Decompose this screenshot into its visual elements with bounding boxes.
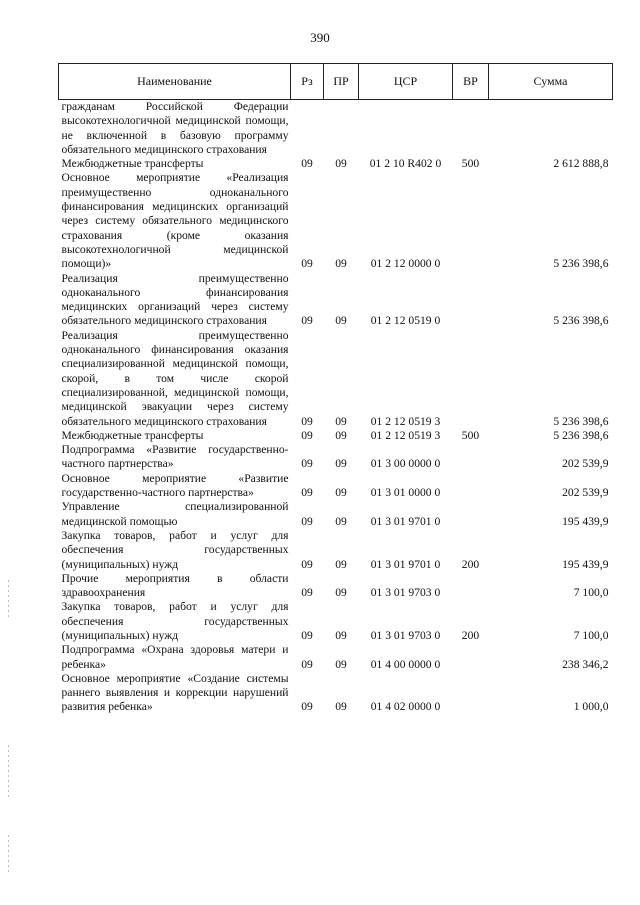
- cell-rz: 09: [301, 700, 313, 714]
- cell-sum: 2 612 888,8: [553, 157, 609, 171]
- cell-pr: 09: [335, 486, 347, 500]
- cell-name: гражданам Российской Федерации высокотехнологичной медицинской помощи, не включенной в базовую программу обязательного медицинского страхования: [61, 100, 289, 156]
- cell-rz: 09: [301, 314, 313, 328]
- cell-sum: 195 439,9: [562, 514, 609, 528]
- cell-csr: 01 4 02 0000 0: [370, 700, 441, 714]
- cell-csr: 01 2 10 R402 0: [369, 157, 442, 171]
- cell-vr: [453, 500, 489, 529]
- table-row: [59, 500, 613, 529]
- header-pr: ПР: [324, 64, 359, 100]
- cell-vr: 500: [461, 428, 480, 442]
- header-rz: Рз: [291, 64, 324, 100]
- cell-rz: 09: [301, 557, 313, 571]
- cell-pr: [324, 100, 359, 158]
- cell-vr: [453, 643, 489, 672]
- cell-pr: 09: [335, 557, 347, 571]
- cell-pr: 09: [335, 428, 347, 442]
- cell-name: Подпрограмма «Развитие государственно-частного партнерства»: [61, 443, 289, 471]
- cell-sum: 5 236 398,6: [553, 257, 609, 271]
- cell-csr: 01 2 12 0519 0: [370, 314, 441, 328]
- cell-vr: 200: [461, 628, 480, 642]
- cell-csr: 01 3 01 9703 0: [370, 628, 441, 642]
- cell-name: Межбюджетные трансферты: [61, 428, 204, 442]
- cell-name: Управление специализированной медицинской помощью: [61, 500, 289, 528]
- cell-name: Основное мероприятие «Реализация преимущественно одноканального финансирования медицинских организаций через систему обязательного медицинского страхования (кроме оказания высокотехнологичной медицинской помощи)»: [61, 171, 289, 271]
- cell-name: Подпрограмма «Охрана здоровья матери и ребенка»: [61, 643, 289, 671]
- scan-artifact: [8, 580, 9, 620]
- cell-pr: 09: [335, 700, 347, 714]
- cell-sum: 7 100,0: [573, 586, 609, 600]
- cell-name: Межбюджетные трансферты: [61, 157, 204, 171]
- table-row: [59, 529, 613, 572]
- cell-vr: 500: [461, 157, 480, 171]
- cell-vr: [453, 443, 489, 472]
- table-row: [59, 100, 613, 158]
- cell-sum: 5 236 398,6: [553, 428, 609, 442]
- scan-artifact: [8, 835, 9, 875]
- cell-rz: 09: [301, 457, 313, 471]
- header-csr: ЦСР: [359, 64, 453, 100]
- table-row: [59, 572, 613, 601]
- table-row: [59, 157, 613, 171]
- cell-csr: 01 2 12 0000 0: [370, 257, 441, 271]
- cell-sum: 1 000,0: [573, 700, 609, 714]
- cell-vr: [453, 572, 489, 601]
- cell-name: Закупка товаров, работ и услуг для обеспечения государственных (муниципальных) нужд: [61, 528, 289, 571]
- cell-sum: [489, 100, 613, 158]
- cell-rz: 09: [301, 628, 313, 642]
- cell-pr: 09: [335, 157, 347, 171]
- table-header: [59, 64, 613, 100]
- table-row: [59, 272, 613, 329]
- cell-pr: 09: [335, 514, 347, 528]
- table-row: [59, 429, 613, 443]
- page-number: 390: [310, 30, 330, 45]
- table-row: [59, 472, 613, 501]
- cell-sum: 202 539,9: [562, 486, 609, 500]
- cell-rz: 09: [301, 657, 313, 671]
- cell-csr: 01 2 12 0519 3: [370, 414, 441, 428]
- cell-rz: 09: [301, 157, 313, 171]
- table-body: [59, 100, 613, 715]
- cell-csr: 01 3 01 0000 0: [370, 486, 441, 500]
- header-sum: Сумма: [489, 64, 613, 100]
- cell-rz: 09: [301, 257, 313, 271]
- cell-sum: 195 439,9: [562, 557, 609, 571]
- cell-pr: 09: [335, 414, 347, 428]
- cell-rz: 09: [301, 486, 313, 500]
- table-row: [59, 672, 613, 715]
- header-name: Наименование: [59, 64, 291, 100]
- cell-vr: [453, 472, 489, 501]
- table-row: [59, 443, 613, 472]
- cell-csr: [359, 100, 453, 158]
- cell-name: Основное мероприятие «Создание системы раннего выявления и коррекции нарушений развития ребенка»: [61, 671, 289, 714]
- cell-csr: 01 3 01 9703 0: [370, 586, 441, 600]
- cell-csr: 01 3 01 9701 0: [370, 514, 441, 528]
- cell-rz: 09: [301, 414, 313, 428]
- cell-csr: 01 4 00 0000 0: [370, 657, 441, 671]
- budget-table: [58, 63, 613, 715]
- cell-rz: 09: [301, 428, 313, 442]
- table-row: [59, 600, 613, 643]
- cell-pr: 09: [335, 628, 347, 642]
- cell-sum: 7 100,0: [573, 628, 609, 642]
- cell-pr: 09: [335, 657, 347, 671]
- cell-csr: 01 2 12 0519 3: [370, 428, 441, 442]
- cell-rz: [291, 100, 324, 158]
- cell-name: Закупка товаров, работ и услуг для обеспечения государственных (муниципальных) нужд: [61, 600, 289, 642]
- cell-rz: 09: [301, 586, 313, 600]
- cell-name: Прочие мероприятия в области здравоохранения: [61, 571, 289, 600]
- scan-artifact: [8, 745, 9, 800]
- cell-name: Основное мероприятие «Развитие государственно-частного партнерства»: [61, 471, 289, 500]
- cell-rz: 09: [301, 514, 313, 528]
- cell-vr: [453, 329, 489, 429]
- cell-sum: 5 236 398,6: [553, 414, 609, 428]
- cell-sum: 238 346,2: [562, 657, 609, 671]
- cell-sum: 202 539,9: [562, 457, 609, 471]
- cell-vr: 200: [461, 557, 480, 571]
- cell-name: Реализация преимущественно одноканального финансирования медицинских организаций через систему обязательного медицинского страхования: [61, 271, 289, 328]
- cell-sum: 5 236 398,6: [553, 314, 609, 328]
- cell-csr: 01 3 01 9701 0: [370, 557, 441, 571]
- cell-vr: [453, 100, 489, 158]
- cell-pr: 09: [335, 457, 347, 471]
- cell-name: Реализация преимущественно одноканального финансирования оказания специализированной медицинской помощи, скорой, в том числе скорой специализированной, медицинской помощи, медицинской эвакуации через систему обязательного медицинского страхования: [61, 328, 289, 428]
- table-row: [59, 643, 613, 672]
- cell-csr: 01 3 00 0000 0: [370, 457, 441, 471]
- header-vr: ВР: [453, 64, 489, 100]
- cell-vr: [453, 672, 489, 715]
- cell-pr: 09: [335, 314, 347, 328]
- cell-vr: [453, 272, 489, 329]
- cell-pr: 09: [335, 257, 347, 271]
- table-row: [59, 329, 613, 429]
- cell-pr: 09: [335, 586, 347, 600]
- table-row: [59, 171, 613, 271]
- cell-vr: [453, 171, 489, 271]
